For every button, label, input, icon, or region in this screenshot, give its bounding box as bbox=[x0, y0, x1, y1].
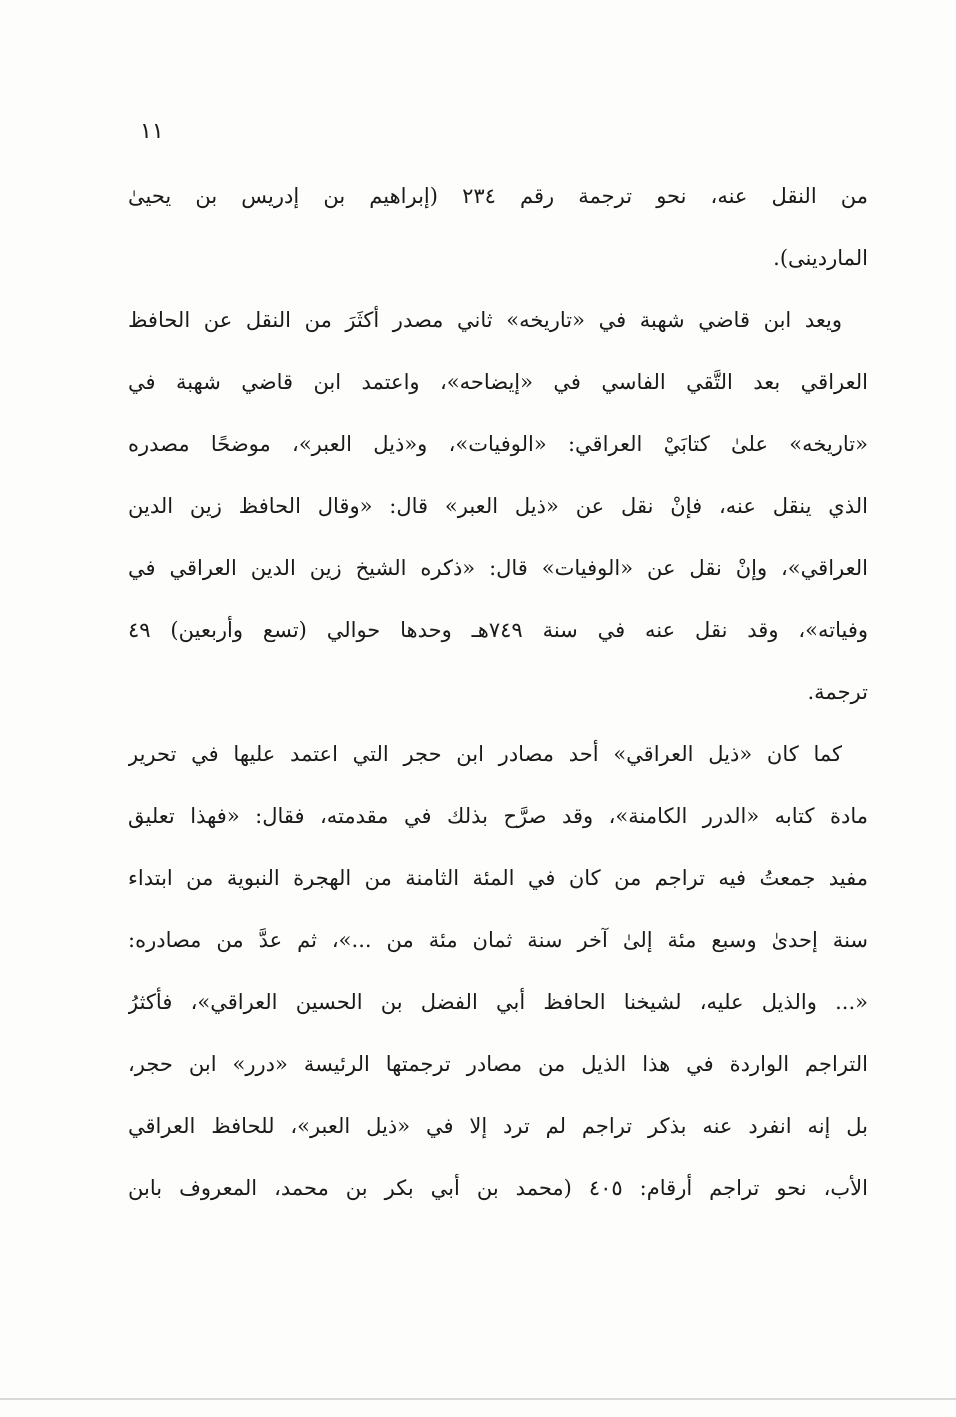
text-line: سنة إحدىٰ وسبع مئة إلىٰ آخر سنة ثمان مئة من ...»، ثم عدَّ من مصادره: bbox=[128, 928, 868, 952]
text-line: التراجم الواردة في هذا الذيل من مصادر ترجمتها الرئيسة «درر» ابن حجر، bbox=[128, 1052, 868, 1076]
text-line: من النقل عنه، نحو ترجمة رقم ٢٣٤ (إبراهيم بن إدريس بن يحيىٰ bbox=[128, 184, 868, 208]
text-line: الذي ينقل عنه، فإنْ نقل عن «ذيل العبر» قال: «وقال الحافظ زين الدين bbox=[128, 494, 868, 518]
text-line: «تاريخه» علىٰ كتابَيْ العراقي: «الوفيات»، و«ذيل العبر»، موضحًا مصدره bbox=[128, 432, 868, 456]
text-line: بل إنه انفرد عنه بذكر تراجم لم ترد إلا في «ذيل العبر»، للحافظ العراقي bbox=[128, 1114, 868, 1138]
text-line: كما كان «ذيل العراقي» أحد مصادر ابن حجر التي اعتمد عليها في تحرير bbox=[128, 742, 842, 766]
page-number: ١١ bbox=[140, 119, 164, 144]
text-line: الماردينى). bbox=[773, 246, 868, 270]
text-line: العراقي بعد التَّقي الفاسي في «إيضاحه»، واعتمد ابن قاضي شهبة في bbox=[128, 370, 868, 394]
text-line: ترجمة. bbox=[807, 680, 868, 704]
text-line: وفياته»، وقد نقل عنه في سنة ٧٤٩هـ وحدها حوالي (تسع وأربعين) ٤٩ bbox=[128, 618, 868, 642]
text-line: الأب، نحو تراجم أرقام: ٤٠٥ (محمد بن أبي بكر بن محمد، المعروف بابن bbox=[128, 1176, 868, 1200]
text-line: مفيد جمعتُ فيه تراجم من كان في المئة الثامنة من الهجرة النبوية من ابتداء bbox=[128, 866, 868, 890]
text-line: ويعد ابن قاضي شهبة في «تاريخه» ثاني مصدر أكثَرَ من النقل عن الحافظ bbox=[128, 308, 842, 332]
scan-edge-divider bbox=[0, 1398, 956, 1400]
text-line: «... والذيل عليه، لشيخنا الحافظ أبي الفضل بن الحسين العراقي»، فأكثرُ bbox=[128, 990, 868, 1014]
body-text bbox=[128, 165, 868, 1219]
text-line: مادة كتابه «الدرر الكامنة»، وقد صرَّح بذلك في مقدمته، فقال: «فهذا تعليق bbox=[128, 804, 868, 828]
text-line: العراقي»، وإنْ نقل عن «الوفيات» قال: «ذكره الشيخ زين الدين العراقي في bbox=[128, 556, 868, 580]
